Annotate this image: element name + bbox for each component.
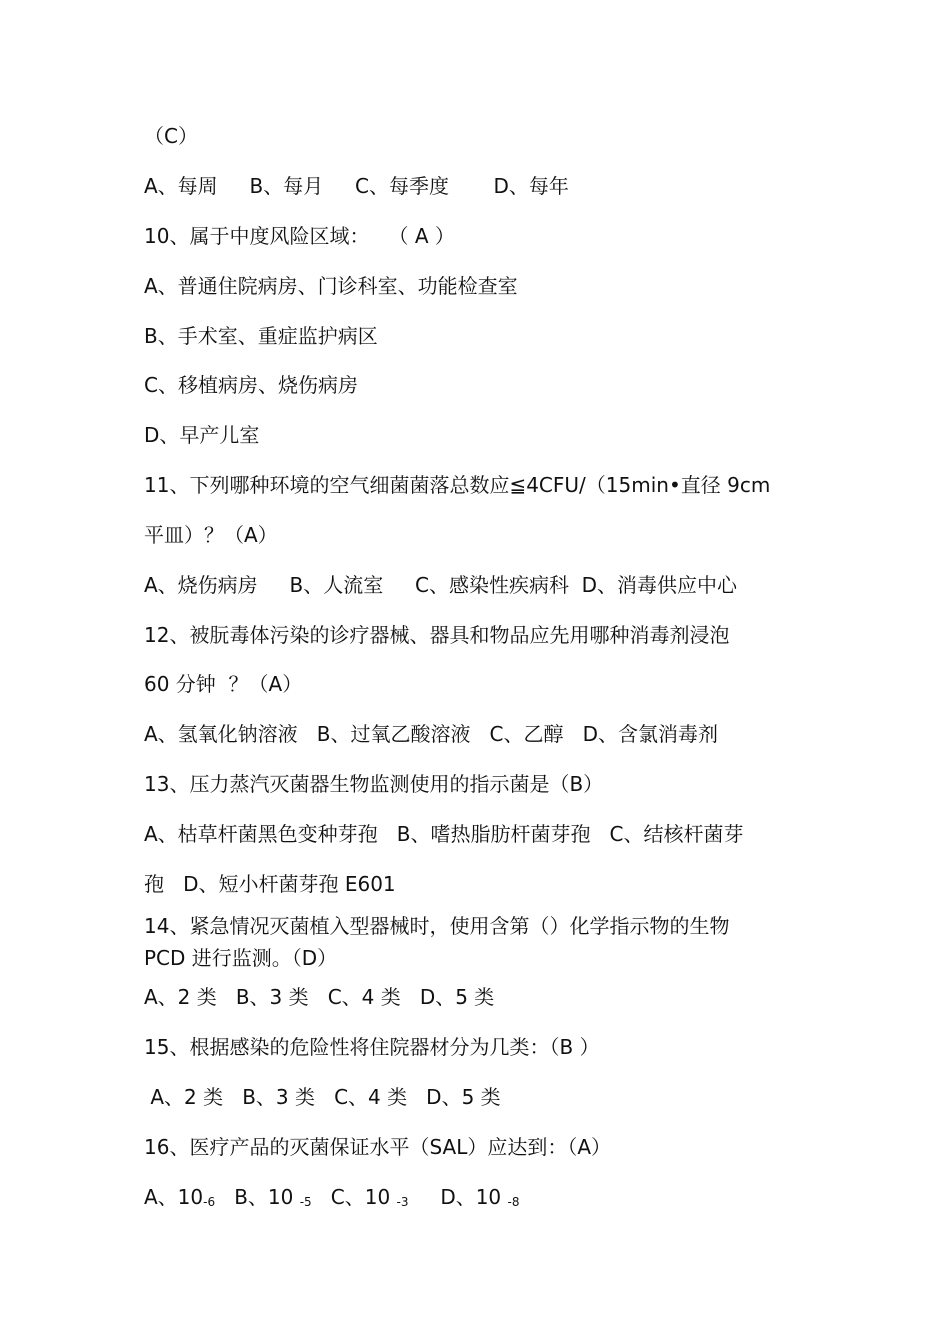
text-line: PCD 进行监测。（D） xyxy=(144,946,338,970)
question-14: 14、紧急情况灭菌植入型器械时，使用含第（）化学指示物的生物 xyxy=(144,914,730,938)
question-10: 10、属于中度风险区域： （ A ） xyxy=(144,224,455,248)
text-line: A、普通住院病房、门诊科室、功能检查室 xyxy=(144,274,518,298)
option-d: D、10 -8 xyxy=(440,1185,520,1209)
question-12: 12、被朊毒体污染的诊疗器械、器具和物品应先用哪种消毒剂浸泡 xyxy=(144,623,730,647)
question-16: 16、医疗产品的灭菌保证水平（SAL）应达到：（A） xyxy=(144,1135,612,1159)
text-line: C、移植病房、烧伤病房 xyxy=(144,373,358,397)
answer-options-line xyxy=(144,1183,520,1211)
option-a: A、10-6 xyxy=(144,1185,216,1209)
option-c: C、10 -3 xyxy=(330,1185,409,1209)
text-line: D、早产儿室 xyxy=(144,423,260,447)
text-line: A、氢氧化钠溶液 B、过氧乙酸溶液 C、乙醇 D、含氯消毒剂 xyxy=(144,722,718,746)
question-13: 13、压力蒸汽灭菌器生物监测使用的指示菌是（B） xyxy=(144,772,604,796)
text-line: （C） xyxy=(144,124,198,148)
option-b: B、10 -5 xyxy=(234,1185,312,1209)
question-15: 15、根据感染的危险性将住院器材分为几类：（B ） xyxy=(144,1035,600,1059)
text-line: A、2 类 B、3 类 C、4 类 D、5 类 xyxy=(144,985,495,1009)
text-line: 60 分钟 ？（A） xyxy=(144,672,303,696)
question-11: 11、下列哪种环境的空气细菌菌落总数应≦4CFU/（15min•直径 9cm xyxy=(144,473,771,497)
text-line: A、烧伤病房 B、人流室 C、感染性疾病科 D、消毒供应中心 xyxy=(144,573,738,597)
text-line: A、2 类 B、3 类 C、4 类 D、5 类 xyxy=(144,1085,501,1109)
text-line: A、每周 B、每月 C、每季度 D、每年 xyxy=(144,174,569,198)
text-line: 平皿）？（A） xyxy=(144,523,278,547)
text-line: B、手术室、重症监护病区 xyxy=(144,324,378,348)
text-line: 孢 D、短小杆菌芽孢 E601 xyxy=(144,872,396,896)
text-line: A、枯草杆菌黑色变种芽孢 B、嗜热脂肪杆菌芽孢 C、结核杆菌芽 xyxy=(144,822,744,846)
